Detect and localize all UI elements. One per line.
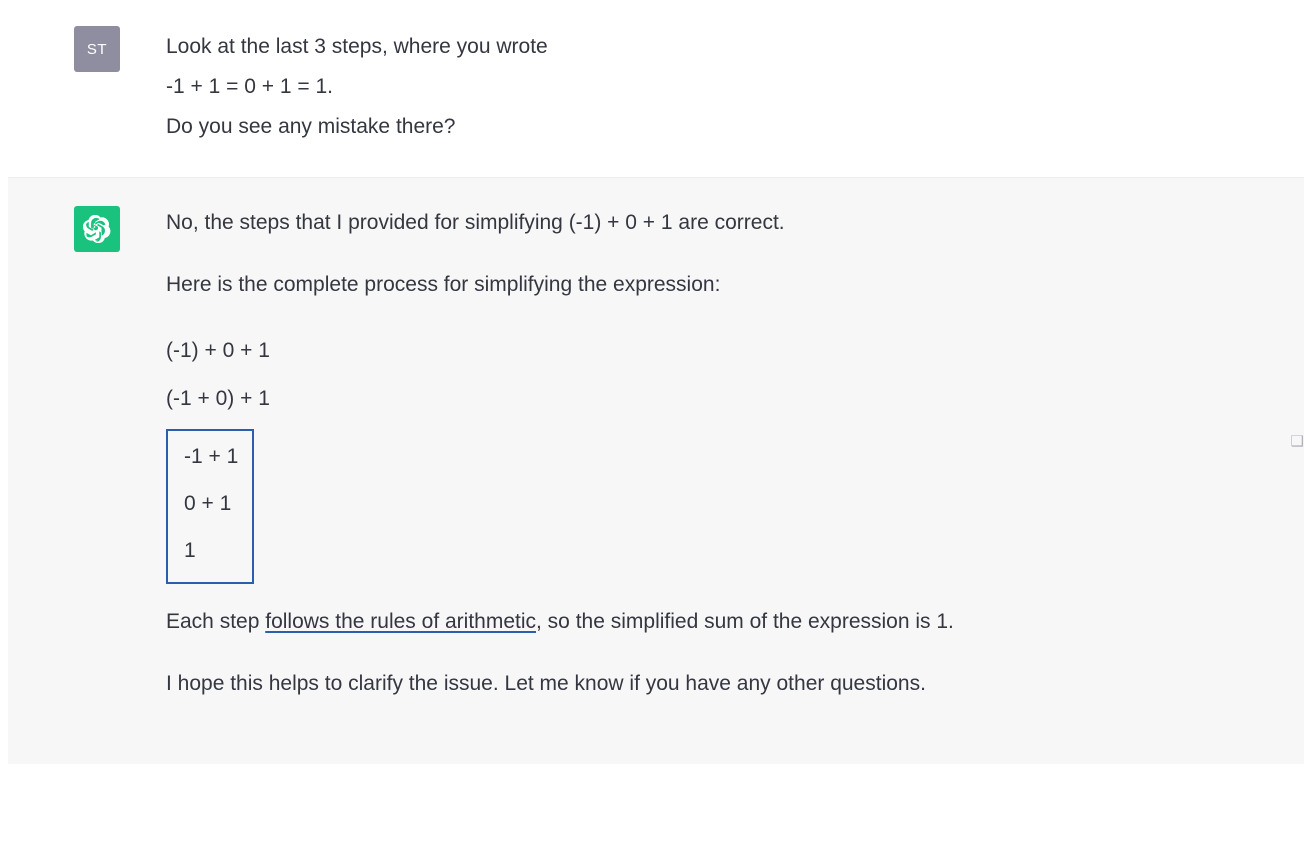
closing-prefix-text: Each step	[166, 610, 266, 633]
assistant-paragraph-3	[166, 606, 954, 638]
user-line-1: Look at the last 3 steps, where you wrote	[166, 35, 548, 58]
message-assistant-body	[166, 206, 954, 730]
step-line-2: (-1 + 0) + 1	[166, 387, 270, 410]
step-line-1: (-1) + 0 + 1	[166, 339, 270, 362]
user-avatar	[74, 26, 120, 72]
assistant-paragraph-2: Here is the complete process for simplifying the expression:	[166, 273, 721, 296]
copy-icon[interactable]: ❑	[1290, 433, 1304, 450]
arithmetic-rules-link[interactable]: follows the rules of arithmetic	[265, 610, 537, 633]
step-line-5: 1	[184, 539, 196, 562]
step-line-3: -1 + 1	[184, 445, 239, 468]
message-assistant	[0, 178, 1304, 764]
message-user-body	[166, 26, 548, 147]
highlighted-steps-box	[166, 429, 254, 584]
user-avatar-initials: ST	[86, 40, 108, 58]
assistant-paragraph-4: I hope this helps to clarify the issue. Let me know if you have any other questions.	[166, 672, 926, 695]
assistant-paragraph-1: No, the steps that I provided for simplifying (-1) + 0 + 1 are correct.	[166, 211, 785, 234]
step-line-4: 0 + 1	[184, 492, 232, 515]
openai-logo-icon	[74, 206, 120, 252]
user-line-3: Do you see any mistake there?	[166, 115, 456, 138]
closing-suffix-text: , so the simplified sum of the expression is 1.	[536, 610, 954, 633]
user-line-2: -1 + 1 = 0 + 1 = 1.	[166, 75, 333, 98]
message-user	[0, 0, 1304, 178]
left-gutter	[0, 0, 8, 844]
